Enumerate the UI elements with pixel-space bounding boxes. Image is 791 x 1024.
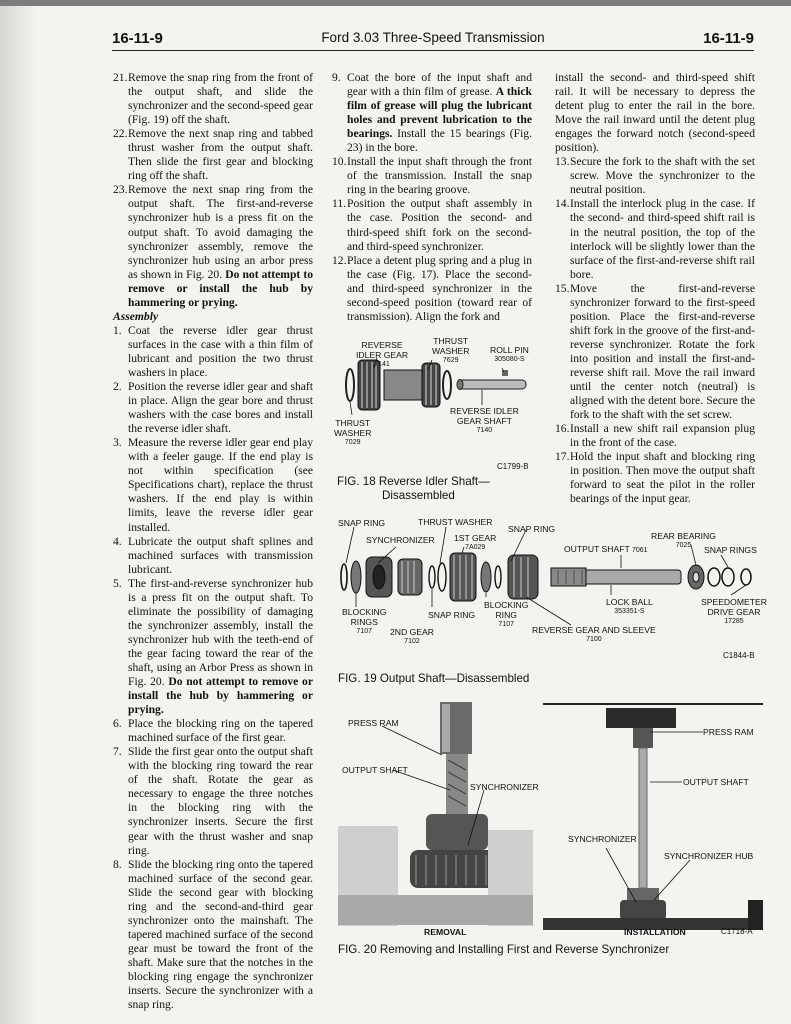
warning-text: A thick film of grease will plug the lubricant holes and prevent lubrication to the bearings. — [347, 85, 532, 141]
label-press-ram-removal: PRESS RAM — [348, 718, 399, 728]
figure-19-caption: FIG. 19 Output Shaft—Disassembled — [338, 672, 530, 685]
label-rear-bearing: REAR BEARING 7025 — [651, 531, 716, 549]
page-number-right: 16-11-9 — [703, 30, 754, 47]
step-22: 22.Remove the next snap ring and tabbed thrust washer from the output shaft. Then slide the first gear and blocking ring off the shaft. — [113, 127, 313, 183]
assembly-step-14: 14.Install the interlock plug in the case. If the second- and third-speed shift rail is in the neutral position, the top of the interlock will be slightly lower than the surface of the first-and-reverse shift rail bore. — [555, 197, 755, 281]
figure-18-caption: FIG. 18 Reverse Idler Shaft— Disassembled — [337, 475, 490, 502]
step-23: 23.Remove the next snap ring from the output shaft. The first-and-reverse synchronizer hub is a press fit on the output shaft. To avoid damaging the synchronizer assembly, remove the synchronizer hub using an arbor press as shown in Fig. 20. Do not attempt to remove or install the hub by hammering or prying. — [113, 183, 313, 309]
warning-text: Do not attempt to remove or install the hub by hammering or prying. — [128, 267, 313, 309]
page-number-left: 16-11-9 — [112, 30, 163, 47]
assembly-step-10: 10.Install the input shaft through the front of the transmission. Install the snap ring in the bearing groove. — [332, 155, 532, 197]
text-column-1 — [113, 71, 313, 1012]
page-binding-shadow — [0, 0, 36, 1024]
figure-19-output-shaft — [336, 515, 767, 690]
label-removal: REMOVAL — [424, 927, 467, 937]
scan-top-edge — [0, 0, 791, 6]
label-blocking-rings: BLOCKING RINGS 7107 — [342, 607, 387, 635]
label-output-shaft-removal: OUTPUT SHAFT — [342, 765, 408, 775]
step-12-continued: install the second- and third-speed shift rail. It will be necessary to depress the detent plug to enter the rail in the bore. Move the rail inward until the detent plug engages the forward notch (second-speed position). — [555, 71, 755, 155]
label-reverse-gear-sleeve: REVERSE GEAR AND SLEEVE 7100 — [532, 625, 656, 643]
assembly-step-5: 5. The first-and-reverse synchronizer hub is a press fit on the output shaft. To eliminate the possibility of damaging the synchronizer assembly, install the synchronizer hub with the teeth-end of the gear facing toward the rear of the shaft, using an Arbor Press as shown in Fig. 20. Do not attempt to remove or install the hub by hammering or prying. — [113, 576, 313, 717]
label-speedometer-drive-gear: SPEEDOMETER DRIVE GEAR 17285 — [701, 597, 767, 625]
page-header — [112, 30, 754, 51]
label-snap-ring-1: SNAP RING — [338, 518, 386, 528]
figure-20-synchronizer-press — [338, 700, 763, 965]
assembly-heading: Assembly — [113, 309, 159, 323]
assembly-step-4: 4. Lubricate the output shaft splines and machined surfaces with transmission lubricant. — [113, 534, 313, 576]
assembly-step-15: 15.Move the first-and-reverse synchronizer forward to the first-speed position. Place the first-and-reverse shift fork in the groove of the first-and-reverse synchronizer. Rotate the fork into position and install the first-and-reverse shift rail. Move the rail inward until the center notch (neutral) is aligned with the detent bore. Secure the fork to the shaft with the set screw. — [555, 281, 755, 422]
figure-code: C1718-A — [721, 927, 753, 936]
assembly-step-6: 6. Place the blocking ring on the tapered machined surface of the first gear. — [113, 717, 313, 745]
label-synchronizer-removal: SYNCHRONIZER — [470, 782, 539, 792]
label-snap-ring-2: SNAP RING — [508, 524, 556, 534]
figure-code: C1844-B — [723, 651, 755, 660]
assembly-step-9: 9. Coat the bore of the input shaft and gear with a thin film of grease. A thick film of grease will plug the lubricant holes and prevent lubrication to the bearings. Install the 15 bearings (Fig. 23) in the bore. — [332, 71, 532, 155]
figure-20-caption: FIG. 20 Removing and Installing First and Reverse Synchronizer — [338, 943, 670, 956]
text-column-3 — [555, 71, 755, 506]
label-thrust-washer-top: THRUST WASHER 7629 — [432, 336, 470, 364]
assembly-step-2: 2. Position the reverse idler gear and shaft in place. Align the gear bore and thrust washers with the case bores and install the reverse idler shaft. — [113, 380, 313, 436]
figure-code: C1799-B — [497, 462, 529, 471]
label-thrust-washer: THRUST WASHER — [418, 517, 493, 527]
label-synchronizer-installation: SYNCHRONIZER — [568, 834, 637, 844]
assembly-step-13: 13.Secure the fork to the shaft with the set screw. Move the synchronizer to the neutral position. — [555, 155, 755, 197]
label-synchronizer-hub: SYNCHRONIZER HUB — [664, 851, 754, 861]
assembly-step-3: 3. Measure the reverse idler gear end play with a feeler gauge. If the end play is not within specification (see Specifications chart), replace the thrust washers. If the end play is within limits, leave the reverse idler gear installed. — [113, 436, 313, 534]
label-lock-ball: LOCK BALL 353351-S — [606, 597, 653, 615]
assembly-step-11: 11.Position the output shaft assembly in the case. Position the second- and third-speed shift fork on the second- and third-speed synchronizer. — [332, 197, 532, 253]
label-thrust-washer-bottom: THRUST WASHER 7029 — [334, 418, 372, 446]
label-roll-pin: ROLL PIN 305080-S — [490, 345, 529, 363]
warning-text: Do not attempt to remove or install the hub by hammering or prying. — [128, 675, 313, 717]
label-reverse-idler-gear: REVERSE IDLER GEAR 7141 — [356, 340, 409, 368]
figure-18-reverse-idler — [332, 330, 537, 505]
label-blocking-ring: BLOCKING RING 7107 — [484, 600, 529, 628]
label-output-shaft: OUTPUT SHAFT 7061 — [564, 544, 648, 554]
label-output-shaft-installation: OUTPUT SHAFT — [683, 777, 749, 787]
assembly-step-17: 17.Hold the input shaft and blocking ring in position. Then move the output shaft forward to seat the pilot in the roller bearings of the input gear. — [555, 450, 755, 506]
label-reverse-idler-gear-shaft: REVERSE IDLER GEAR SHAFT 7140 — [450, 406, 519, 434]
label-press-ram-installation: PRESS RAM — [703, 727, 754, 737]
text-column-2 — [332, 71, 532, 324]
label-first-gear: 1ST GEAR 7A029 — [454, 533, 497, 551]
label-installation: INSTALLATION — [624, 927, 686, 937]
press-photographs — [338, 700, 763, 940]
step-21: 21.Remove the snap ring from the front of the output shaft, and slide the synchronizer and the second-speed gear (Fig. 19) off the shaft. — [113, 71, 313, 127]
label-second-gear: 2ND GEAR 7102 — [390, 627, 434, 645]
label-snap-rings: SNAP RINGS — [704, 545, 757, 555]
section-title: Ford 3.03 Three-Speed Transmission — [321, 30, 545, 45]
assembly-step-12: 12.Place a detent plug spring and a plug in the case (Fig. 17). Place the second- and third-speed synchronizer in the second-speed position (toward rear of transmission). Align the fork and — [332, 253, 532, 323]
assembly-step-8: 8. Slide the blocking ring onto the tapered machined surface of the second gear. Slide the second gear with blocking ring and the second-and-third gear synchronizer onto the mainshaft. The tapered machined surface of the second gear must be toward the front of the shaft. Make sure that the notches in the blocking ring engage the synchronizer inserts. Secure the synchronizer with a snap ring. — [113, 857, 313, 1012]
label-synchronizer: SYNCHRONIZER — [366, 535, 435, 545]
assembly-step-1: 1. Coat the reverse idler gear thrust surfaces in the case with a thin film of lubricant and position the two thrust washers in place. — [113, 323, 313, 379]
assembly-step-7: 7. Slide the first gear onto the output shaft with the blocking ring toward the rear of the shaft. Rotate the gear as necessary to engage the three notches in the blocking ring with the synchronizer inserts. Secure the first gear with the thrust washer and snap ring. — [113, 745, 313, 857]
label-snap-ring-3: SNAP RING — [428, 610, 476, 620]
assembly-step-16: 16.Install a new shift rail expansion plug in the front of the case. — [555, 422, 755, 450]
